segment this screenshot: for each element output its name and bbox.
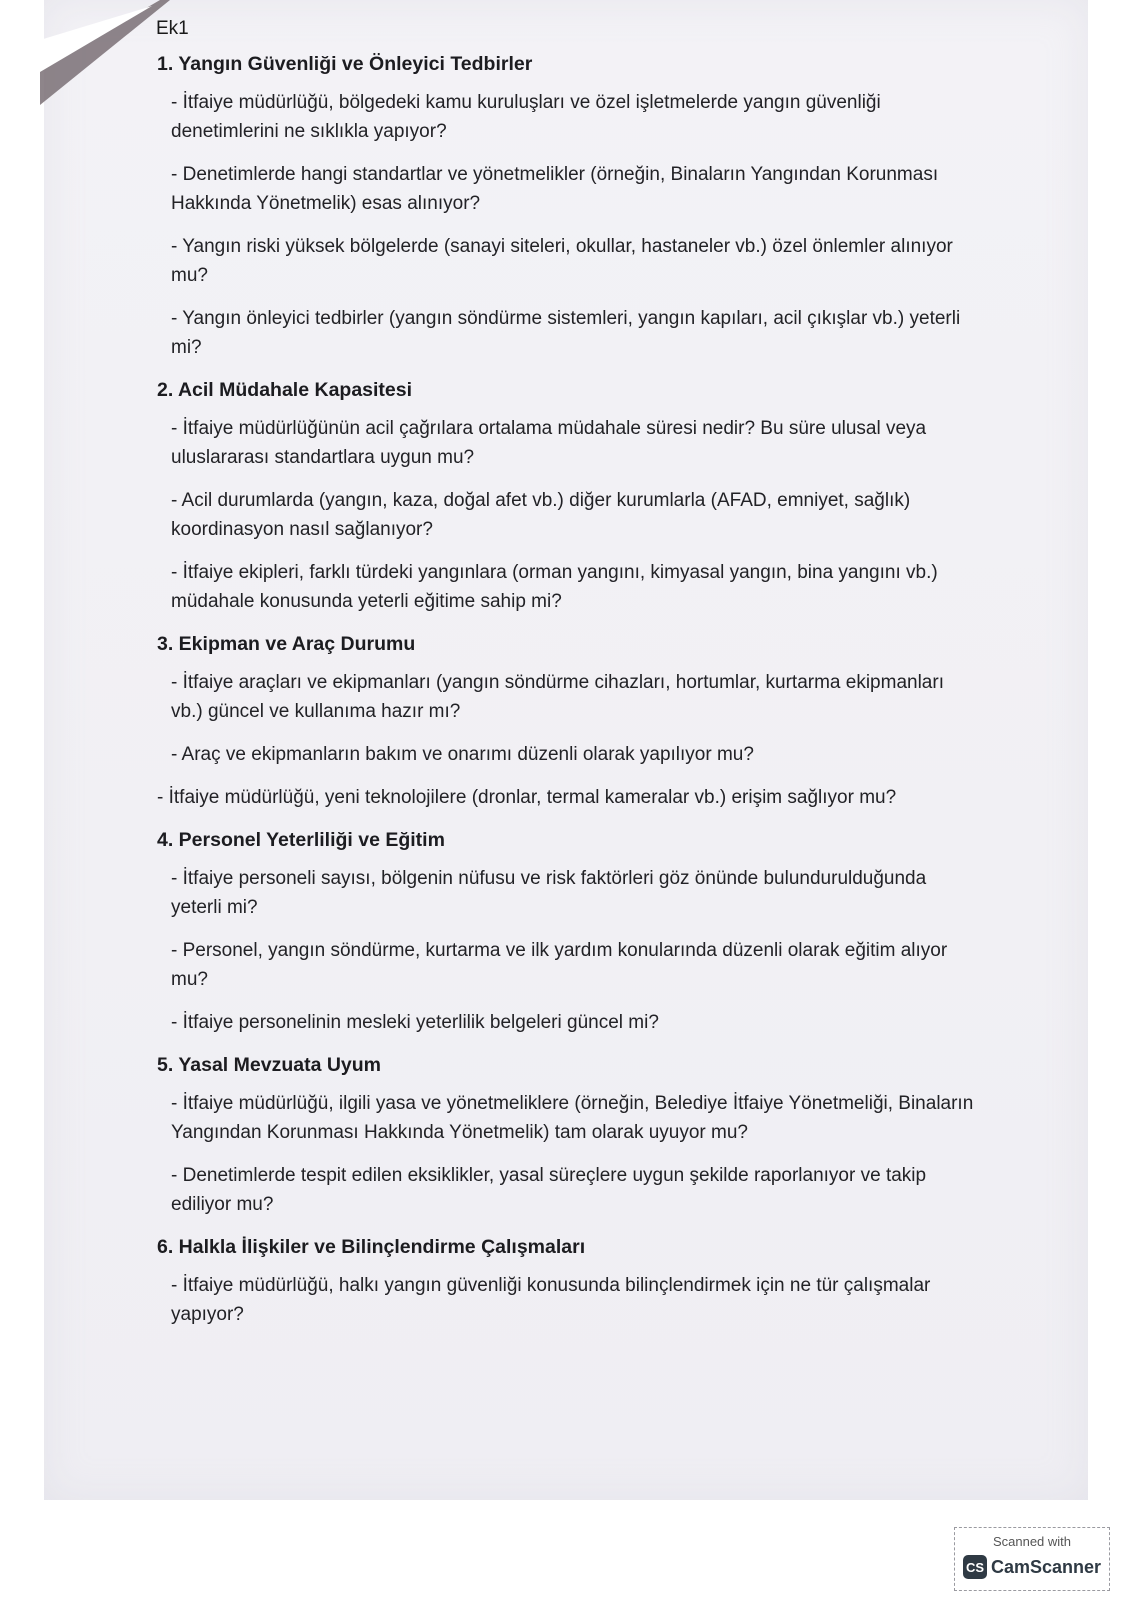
question-item: - Yangın riski yüksek bölgelerde (sanayi siteleri, okullar, hastaneler vb.) özel önlemler alınıyor mu? xyxy=(171,236,953,286)
question-item: - İtfaiye müdürlüğü, ilgili yasa ve yönetmeliklere (örneğin, Belediye İtfaiye Yönetmeliği, Binaların Yangından Korunması Hakkında Yönetmelik) tam olarak uyuyor mu? xyxy=(171,1093,974,1143)
section-heading: 1. Yangın Güvenliği ve Önleyici Tedbirler xyxy=(157,53,533,75)
question-item: - İtfaiye müdürlüğü, bölgedeki kamu kuruluşları ve özel işletmelerde yangın güvenliği denetimlerini ne sıklıkla yapıyor? xyxy=(171,92,881,142)
question-item: - Araç ve ekipmanların bakım ve onarımı düzenli olarak yapılıyor mu? xyxy=(171,744,754,765)
section-4 xyxy=(157,826,977,1037)
annex-label: Ek1 xyxy=(156,18,189,39)
badge-brand xyxy=(963,1555,1101,1579)
question-item: - Denetimlerde tespit edilen eksiklikler, yasal süreçlere uygun şekilde raporlanıyor ve takip ediliyor mu? xyxy=(171,1165,927,1215)
question-item: - Denetimlerde hangi standartlar ve yönetmelikler (örneğin, Binaların Yangından Korunması Hakkında Yönetmelik) esas alınıyor? xyxy=(171,164,939,214)
question-item: - Personel, yangın söndürme, kurtarma ve ilk yardım konularında düzenli olarak eğitim alıyor mu? xyxy=(171,940,948,990)
question-item: - İtfaiye müdürlüğünün acil çağrılara ortalama müdahale süresi nedir? Bu süre ulusal veya uluslararası standartlara uygun mu? xyxy=(171,418,927,468)
section-5 xyxy=(157,1051,977,1219)
section-heading: 2. Acil Müdahale Kapasitesi xyxy=(157,379,413,401)
badge-brand-name: CamScanner xyxy=(991,1556,1102,1577)
camscanner-logo-icon: CS xyxy=(963,1555,987,1579)
document-body xyxy=(157,50,977,1343)
section-6 xyxy=(157,1233,977,1329)
question-item: - İtfaiye personeli sayısı, bölgenin nüfusu ve risk faktörleri göz önünde bulundurulduğunda yeterli mi? xyxy=(171,868,927,918)
section-3 xyxy=(157,630,977,812)
page-corner-fold xyxy=(40,0,170,110)
badge-top-text: Scanned with xyxy=(992,1534,1072,1549)
section-2 xyxy=(157,376,977,616)
question-item: - Acil durumlarda (yangın, kaza, doğal afet vb.) diğer kurumlarla (AFAD, emniyet, sağlık) koordinasyon nasıl sağlanıyor? xyxy=(171,490,911,540)
question-item: - İtfaiye müdürlüğü, yeni teknolojilere (dronlar, termal kameralar vb.) erişim sağlıyor mu? xyxy=(157,787,897,808)
section-heading: 4. Personel Yeterliliği ve Eğitim xyxy=(157,829,445,851)
question-item: - İtfaiye personelinin mesleki yeterlilik belgeleri güncel mi? xyxy=(171,1012,659,1033)
section-1 xyxy=(157,50,977,362)
question-item: - Yangın önleyici tedbirler (yangın söndürme sistemleri, yangın kapıları, acil çıkışlar vb.) yeterli mi? xyxy=(171,308,961,358)
question-item: - İtfaiye müdürlüğü, halkı yangın güvenliği konusunda bilinçlendirmek için ne tür çalışmalar yapıyor? xyxy=(171,1275,931,1325)
question-item: - İtfaiye araçları ve ekipmanları (yangın söndürme cihazları, hortumlar, kurtarma ekipmanları vb.) güncel ve kullanıma hazır mı? xyxy=(171,672,944,722)
camscanner-badge xyxy=(954,1527,1110,1591)
question-item: - İtfaiye ekipleri, farklı türdeki yangınlara (orman yangını, kimyasal yangın, bina yangını vb.) müdahale konusunda yeterli eğitime sahip mi? xyxy=(171,562,938,612)
section-heading: 6. Halkla İlişkiler ve Bilinçlendirme Çalışmaları xyxy=(157,1236,586,1258)
section-heading: 3. Ekipman ve Araç Durumu xyxy=(157,633,416,655)
section-heading: 5. Yasal Mevzuata Uyum xyxy=(157,1054,382,1076)
